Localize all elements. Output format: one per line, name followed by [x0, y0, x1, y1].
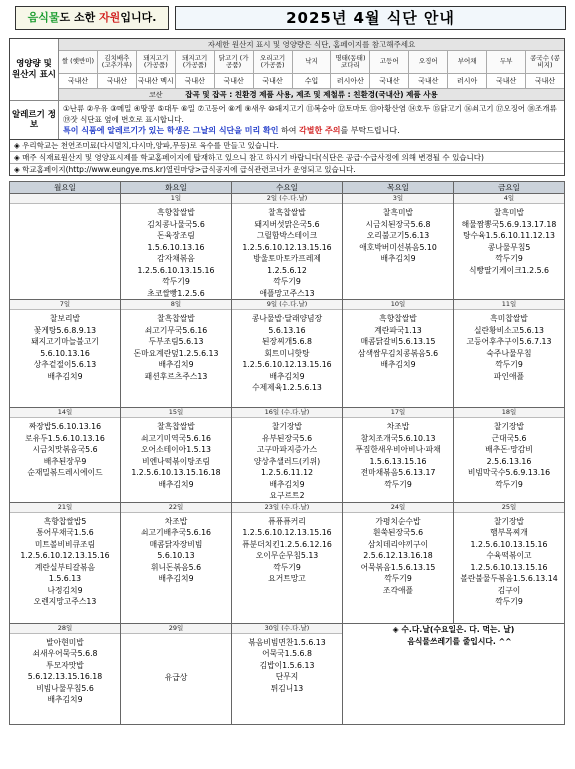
menu-item: 가평치순수밥 [375, 516, 421, 526]
origin-country: 국내산 [418, 77, 439, 85]
day-menu [121, 418, 231, 490]
day-cell [121, 300, 232, 408]
menu-item: 파인애플 [493, 371, 525, 381]
menu-item: 돼지버섯맑은국5.6 [254, 219, 320, 229]
menu-item: 1.2.5.6.10.12.13.15.16 [242, 360, 332, 369]
menu-item: 1.5.6.10.13.16 [147, 242, 205, 252]
menu-item: 배추김치9 [269, 371, 305, 381]
day-date: 18일 [454, 408, 564, 418]
menu-item: 찰흑찹쌀밥 [268, 208, 306, 217]
menu-item: 근대국5.6 [491, 433, 527, 443]
notices [9, 140, 565, 176]
day-cell [10, 502, 121, 623]
menu-item: 깍두기9 [495, 360, 523, 369]
menu-item: 흑향찹쌀밥 [157, 208, 195, 217]
menu-item: 1.2.5.6.10.12.13.15.16 [242, 242, 332, 252]
menu-item: 1.5.6.13 [48, 574, 82, 583]
menu-item: 나정김치9 [47, 585, 83, 595]
notice-item: ◈ 매주 식재료원산지 및 영양표시제를 학교홈페이지에 탑재하고 있으니 참고 하시기 바랍니다(식단은 공급·수급사정에 의해 변경될 수 있습니다) [10, 152, 564, 164]
menu-item: 유급상 [164, 672, 188, 682]
menu-item: 튀김니13 [270, 683, 304, 693]
day-date: 22일 [121, 503, 231, 513]
origin-cell [293, 51, 332, 88]
menu-item: 짜장밥5.6.10.13.16 [28, 422, 102, 431]
day-menu [121, 513, 231, 585]
menu-item: 배추김치9 [158, 479, 194, 489]
day-menu [232, 204, 342, 299]
menu-item: 어묵볶음1.5.6.13.15 [360, 562, 436, 572]
origin-item-name: 고등어 [370, 51, 408, 74]
meal-calendar [9, 181, 565, 725]
day-date: 10일 [343, 300, 453, 310]
origin-cell [526, 51, 564, 88]
day-date: 9일 (수.다.날) [232, 300, 342, 310]
weekday-header: 화요일 [121, 182, 232, 194]
day-menu [343, 418, 453, 490]
day-cell [232, 502, 343, 623]
origin-country: 국내산 [495, 77, 517, 85]
origin-item-name: 두부 [487, 51, 525, 74]
menu-item: 애호박버미선볶음5.10 [359, 242, 437, 252]
day-menu [454, 204, 564, 276]
origin-item-name: 낙지 [293, 51, 331, 74]
origin-country: 국내산 [262, 77, 283, 85]
day-menu [121, 204, 231, 299]
menu-item: 배추김치9 [47, 371, 83, 381]
menu-item: 돈육장조림 [157, 231, 195, 240]
page-title: 2025년 4월 식단 안내 [175, 6, 566, 30]
menu-item: 고구마파지증가스 [256, 445, 318, 454]
menu-item: 1.2.5.6.10.13.15.16.18 [131, 468, 221, 477]
menu-item: 깍두기9 [384, 479, 412, 489]
day-date [10, 194, 120, 204]
menu-item: 찰기장밥 [493, 422, 525, 431]
menu-item: 된장찌개5.6.8 [262, 337, 312, 346]
day-menu [10, 418, 120, 479]
menu-item: 퓨퓨퓨커리 [268, 516, 306, 526]
menu-item: 초코쌀빵1.2.5.6 [147, 288, 205, 298]
origin-item-name: 돼지고기 (가공품) [137, 51, 175, 74]
menu-item: 찰보리밥 [49, 314, 81, 323]
origin-item-name: 닭고기 (가공품) [215, 51, 253, 74]
origin-item-name: 김치배추 (고추가루) [98, 51, 136, 74]
menu-item: 5.6.10.13 [157, 551, 195, 560]
day-menu [232, 513, 342, 585]
day-cell [343, 300, 454, 408]
menu-item: 깍두기9 [495, 479, 523, 489]
menu-item: 쇠고기배추국5.6.16 [141, 528, 211, 537]
menu-item: 배추된장무9 [43, 456, 87, 466]
menu-item: 찰기장밥 [271, 422, 303, 431]
menu-item: 그릴함박스테이크 [256, 231, 318, 240]
menu-item: 5.6.10.13.16 [40, 348, 90, 358]
menu-item: 푸짐한새우비아비나·파채 [355, 445, 441, 454]
menu-item: 차조밥 [386, 422, 410, 431]
menu-item: 비빔나물무침5.6 [36, 683, 94, 693]
day-cell [121, 408, 232, 503]
origin-item-name: 오리고기 (가공품) [254, 51, 292, 74]
menu-item: 양상추샐러드(키위) [253, 456, 321, 466]
day-date: 23일 (수.다.날) [232, 503, 342, 513]
origin-country: 러시아산 [336, 77, 364, 85]
menu-item: 깍두기9 [495, 597, 523, 606]
menu-item: 매콤닭자장비빔 [149, 539, 203, 549]
menu-item: 시금치맛볶음국5.6 [32, 445, 98, 454]
menu-item: 애플망고주스13 [259, 288, 315, 298]
menu-item: 비빔막국수5.6.9.13.16 [467, 468, 551, 477]
menu-item: 배추김치9 [158, 360, 194, 369]
day-cell [232, 300, 343, 408]
day-cell [232, 623, 343, 724]
menu-item: 상추겉절이5.6.13 [33, 360, 97, 369]
menu-item: 1.2.5.6.10.13.15.16 [137, 265, 215, 275]
menu-item: 쇠고기미역국5.6.16 [141, 433, 211, 443]
origin-item-name: 오징어 [409, 51, 447, 74]
menu-item: 배추김치9 [380, 254, 416, 263]
origin-cell [487, 51, 526, 88]
menu-item: 계란파국1.13 [374, 325, 422, 335]
weekday-header-row [10, 182, 565, 194]
day-cell [121, 502, 232, 623]
menu-item: 찰흑찹쌀밥 [157, 422, 195, 431]
day-date: 30일 (수.다.날) [232, 624, 342, 634]
day-cell [454, 194, 565, 300]
day-cell [10, 194, 121, 300]
menu-item: 깍두기9 [273, 277, 301, 286]
menu-item: 삼치데리야끼구이 [367, 539, 429, 549]
origin-cell [254, 51, 293, 88]
menu-item: 콩나물무침5 [487, 242, 531, 252]
page-header [9, 6, 565, 30]
day-menu [343, 204, 453, 265]
menu-item: 참치조개국5.6.10.13 [360, 433, 436, 443]
menu-item: 찰기장밥 [493, 516, 525, 526]
allergy-warning: 특이 식품에 알레르기가 있는 학생은 그날의 식단을 미리 확인 하여 각별한 주의를 부탁드립니다. [63, 126, 400, 135]
origin-cell [215, 51, 254, 88]
origin-country: 국내산 [67, 77, 89, 85]
day-cell [454, 502, 565, 623]
menu-item: 김구이 [497, 585, 521, 595]
week-row [10, 623, 565, 724]
origin-item-name: 콩국수 (콩비지) [526, 51, 564, 74]
menu-item: 찰흑찹쌀밥 [157, 314, 195, 323]
origin-country: 수입 [304, 77, 319, 85]
menu-item: 단무지 [275, 672, 299, 681]
day-cell [121, 623, 232, 724]
menu-item: 2.5.6.12.13.16.18 [363, 551, 433, 560]
menu-item: 실란황비소고5.6.13 [474, 325, 544, 335]
menu-item: 조각애플 [382, 585, 414, 595]
origin-footer: 잡곡 및 잡곡 : 친환경 제품 사용, 제조 및 제철류 : 친환경(국내산) 제품 사용 [59, 88, 564, 100]
menu-item: 퓨분더치킨1.2.5.6.12.16 [242, 539, 332, 549]
day-date: 15일 [121, 408, 231, 418]
origin-country: 국내산 멕시코산 [137, 77, 174, 99]
origin-cell [59, 51, 98, 88]
origin-country: 러시아 [457, 77, 478, 85]
day-date: 25일 [454, 503, 564, 513]
menu-item: 미트볼비비큐조림 [34, 539, 96, 549]
menu-item: 찰흑미밥 [493, 208, 525, 217]
menu-item: 햄부목찌개 [490, 528, 528, 537]
day-menu [10, 204, 120, 207]
day-cell [10, 408, 121, 503]
menu-item: 발아현미밥 [46, 637, 84, 647]
menu-item: 배추김치9 [380, 360, 416, 369]
day-menu [454, 310, 564, 382]
menu-item: 매콤닭갈비5.6.13.15 [360, 337, 436, 346]
day-date: 28일 [10, 624, 120, 634]
day-cell [454, 408, 565, 503]
origin-cell [331, 51, 370, 88]
brand-slogan: 음식물도 소한 자원입니다. [15, 6, 169, 30]
menu-item: 배추김치9 [47, 695, 83, 704]
weekday-header: 수요일 [232, 182, 343, 194]
menu-item: 돈마요계란덮1.2.5.6.13 [133, 348, 219, 358]
menu-item: 깍두기9 [162, 277, 190, 286]
weekday-header: 목요일 [343, 182, 454, 194]
allergy-label: 알레르기 정보 [10, 101, 59, 139]
menu-item: 오리불고기5.6.13 [366, 231, 430, 240]
day-cell [10, 623, 121, 724]
closing-line: ◈ 수.다.날(수요일은. 다. 먹는. 날) [392, 624, 515, 634]
menu-item: 패션후르츠주스13 [144, 371, 208, 381]
menu-item: 고등어후추구이5.6.7.13 [466, 337, 552, 346]
menu-item: 오렌지망고주스13 [33, 597, 97, 606]
day-menu [232, 634, 342, 695]
menu-item: 유부된장국5.6 [261, 433, 313, 443]
day-date: 2일 (수.다.날) [232, 194, 342, 204]
allergy-list: ①난류 ②우유 ③메밀 ④땅콩 ⑤대두 ⑥밀 ⑦고등어 ⑧게 ⑨새우 ⑩돼지고기 ⑪복숭아 ⑫토마토 ⑬아황산염 ⑭호두 ⑮닭고기 ⑯쇠고기 ⑰오징어 ⑱조개류 ⑲잣 식단표 옆에 번호로 표시합니다. [63, 104, 557, 124]
origin-country: 국내산 [223, 77, 244, 85]
day-date: 7일 [10, 300, 120, 310]
closing-message [343, 623, 565, 724]
day-menu [454, 513, 564, 608]
menu-page [9, 6, 565, 725]
week-row [10, 300, 565, 408]
day-cell [343, 502, 454, 623]
day-date: 24일 [343, 503, 453, 513]
menu-item: 오이무순무침5.13 [255, 551, 319, 560]
day-date: 8일 [121, 300, 231, 310]
day-cell [10, 300, 121, 408]
menu-item: 꽃게탕5.6.8.9.13 [33, 325, 97, 335]
day-cell [121, 194, 232, 300]
day-menu [10, 634, 120, 706]
day-menu [343, 310, 453, 371]
menu-item: 1.2.5.6.10.12.13.15.16 [242, 528, 332, 537]
menu-item: 김치콩나물국5.6 [147, 219, 205, 229]
menu-item: 비엔나떡볶이탕조림 [142, 456, 210, 466]
origin-cell [370, 51, 409, 88]
menu-item: 1.2.5.6.10.12.13.15.16 [20, 551, 110, 560]
day-cell [232, 408, 343, 503]
week-row [10, 194, 565, 300]
notice-item: ◈ 우리학교는 천연조미료(다시멸치,다시마,양파,무등)로 육수를 만들고 있습니다. [10, 140, 564, 152]
day-menu [121, 310, 231, 382]
menu-item: 차조밥 [164, 516, 188, 526]
info-box [9, 38, 565, 140]
menu-item: 통어무채국1.5.6 [36, 528, 94, 537]
menu-item: 감자채볶음 [157, 254, 195, 263]
day-date: 16일 (수.다.날) [232, 408, 342, 418]
menu-item: 수제제육1.2.5.6.13 [252, 383, 322, 392]
menu-item: 수육떡볶이고 [486, 551, 532, 560]
menu-item: 흑미찹쌀밥 [490, 314, 528, 323]
day-date: 29일 [121, 624, 231, 634]
menu-item: 찰흑미밥 [382, 208, 414, 217]
menu-item: 해물짬뽕국5.6.9.13.17.18 [461, 219, 557, 229]
menu-item: 로유두1.5.6.10.13.16 [25, 433, 105, 443]
menu-item: 2.5.6.13.16 [486, 456, 532, 466]
closing-line: 음식물쓰레기를 줄입시다. ^^ [407, 636, 512, 646]
day-menu [232, 418, 342, 502]
menu-item: 배추김치9 [158, 574, 194, 583]
menu-item: 휘니돈볶음5.6 [150, 562, 202, 572]
menu-item: 쇠고기무국5.6.16 [144, 325, 208, 335]
origin-note: 자세한 원산지 표시 및 영양량은 식단, 홈페이지를 참고해주세요 [59, 39, 564, 51]
origin-item-name: 부어채 [448, 51, 486, 74]
menu-item: 회트미니핫탕 [264, 348, 310, 358]
menu-item: 숙주나물무침 [486, 348, 532, 358]
day-date: 3일 [343, 194, 453, 204]
day-date: 11일 [454, 300, 564, 310]
menu-item: 흰쑥된장국5.6 [372, 528, 424, 537]
origin-country: 국내산 [184, 77, 205, 85]
day-cell [454, 300, 565, 408]
menu-item: 깍두기9 [384, 574, 412, 583]
day-menu [10, 513, 120, 608]
origin-cell [409, 51, 448, 88]
menu-item: 요구르트2 [269, 491, 305, 500]
menu-item: 방울토마토카프레제 [253, 254, 321, 263]
menu-item: 투모자맛밥 [46, 660, 84, 670]
origin-item-name: 쌀 (햇반미) [59, 51, 97, 74]
menu-item: 흑향찹쌀밥5 [43, 516, 87, 526]
day-menu [454, 418, 564, 490]
menu-item: 깍두기9 [273, 562, 301, 572]
menu-item: 탕수육1.5.6.10.11.12.13 [462, 231, 556, 240]
weekday-header: 월요일 [10, 182, 121, 194]
menu-item: 1.2.5.6.11.12 [260, 468, 314, 477]
menu-item: 깍두기9 [495, 254, 523, 263]
menu-item: 콩나물밥·달래양념장 [251, 314, 323, 323]
menu-item: 5.6.13.16 [268, 325, 306, 335]
day-date: 17일 [343, 408, 453, 418]
menu-item: 순재밀볶드레시에이드 [27, 468, 103, 477]
day-cell [343, 408, 454, 503]
menu-item: 시금치된장국5.6.8 [365, 219, 431, 229]
origin-cell [176, 51, 215, 88]
menu-item: 두부조림5.6.13 [148, 337, 204, 346]
origin-item-name: 돼지고기 (가공품) [176, 51, 214, 74]
menu-item: 오어소테이아1.5.13 [141, 445, 211, 454]
menu-item: 식빵딸기케이크1.2.5.6 [469, 265, 549, 275]
origin-item-name: 명태(동태) 코다리 [331, 51, 369, 74]
week-row [10, 502, 565, 623]
menu-item: 계란실부티갈볶음 [34, 562, 96, 572]
menu-item: 쇠새우어묵국5.6.8 [32, 649, 98, 658]
menu-item: 볶음비빔면찬1.5.6.13 [248, 637, 326, 647]
day-date: 14일 [10, 408, 120, 418]
origin-country: 국내산 [534, 77, 556, 85]
day-menu [121, 634, 231, 684]
origin-country: 국내산 [379, 77, 400, 85]
day-menu [10, 310, 120, 382]
origin-country: 국내산 [106, 77, 128, 85]
day-cell [343, 194, 454, 300]
day-date: 1일 [121, 194, 231, 204]
menu-item: 돼지고기마늘불고기 [31, 337, 99, 346]
menu-item: 삼색쌈무김치콩볶음5.6 [357, 348, 439, 358]
day-date: 21일 [10, 503, 120, 513]
day-menu [343, 513, 453, 597]
menu-item: 배추김치9 [269, 479, 305, 489]
menu-item: 볼란불물두볶음1.5.6.13.14 [460, 574, 558, 583]
origin-section [10, 39, 564, 101]
origin-cell [137, 51, 176, 99]
menu-item: 1.2.5.6.12 [267, 265, 307, 275]
weekday-header: 금요일 [454, 182, 565, 194]
menu-item: 1.2.5.6.10.13.15.16 [470, 562, 548, 572]
menu-item: 전마채볶음5.6.13.17 [360, 468, 436, 477]
menu-item: 김밥이1.5.6.13 [259, 660, 315, 670]
day-cell [232, 194, 343, 300]
menu-item: 1.2.5.6.10.13.15.16 [470, 539, 548, 549]
menu-item: 1.5.6.13.15.16 [369, 456, 427, 466]
origin-cell [448, 51, 487, 88]
menu-item: 배추돈·망감비 [485, 445, 533, 454]
week-row [10, 408, 565, 503]
notice-item: ◈ 학교홈페이지(http://www.eungye.ms.kr)열린마당>급식공지에 급식관련코너가 운영되고 있습니다. [14, 165, 356, 174]
allergy-section [10, 101, 564, 139]
origin-label: 영양량 및 원산지 표시 [10, 39, 59, 100]
menu-item: 어묵국1.5.6.8 [262, 649, 312, 658]
day-menu [232, 310, 342, 394]
menu-item: 요거트망고 [268, 574, 306, 583]
day-date: 4일 [454, 194, 564, 204]
origin-cell [98, 51, 137, 88]
menu-item: 5.6.12.13.15.16.18 [27, 672, 103, 681]
menu-item: 흑향찹쌀밥 [379, 314, 417, 323]
